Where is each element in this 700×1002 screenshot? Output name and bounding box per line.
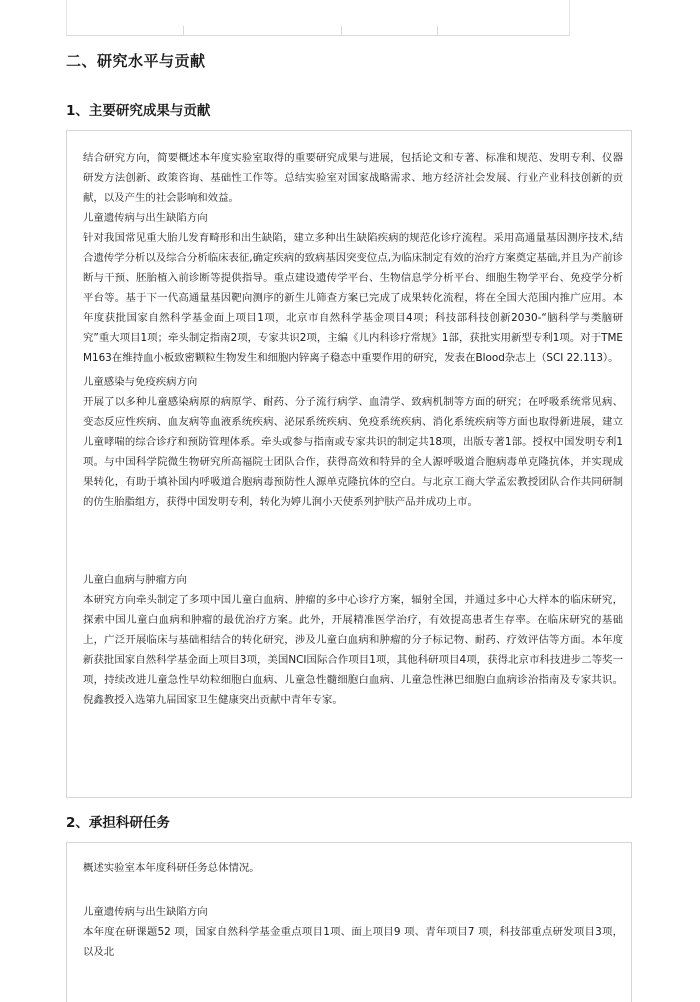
direction-text-genetic: 针对我国常见重大胎儿发育畸形和出生缺陷，建立多种出生缺陷疾病的规范化诊疗流程。采用高通量基因测序技术,结合遗传学分析以及综合分析临床表征,确定疾病的致病基因突变位点,为临床制定有效的治疗方案奠定基础,并且为产前诊断与干预、胚胎植入前诊断等提供指导。重点建设遗传学平台、生物信息学分析平台、细胞生物学平台、免疫学分析平台等。基于下一代高通量基因靶向测序的新生儿筛查方案已完成了成果转化流程，将在全国大范围内推广应用。本年度获批国家自然科学基金面上项目1项，北京市自然科学基金项目4项；科技部科技创新2030-“脑科学与类脑研究”重大项目1项；牵头制定指南2项，专家共识2项，主编《儿内科诊疗常规》1部，获批实用新型专利1项。对于TMEM163在维持血小板致密颗粒生物发生和细胞内锌离子稳态中重要作用的研究，发表在Blood杂志上（SCI 22.113）。 <box>83 232 623 364</box>
tasks-intro: 概述实验室本年度科研任务总体情况。 <box>83 862 260 874</box>
direction-text-leukemia: 本研究方向牵头制定了多项中国儿童白血病、肿瘤的多中心诊疗方案，辐射全国，并通过多中心大样本的临床研究，探索中国儿童白血病和肿瘤的最优治疗方案。此外，开展精准医学治疗，有效提高患者生存率。在临床研究的基础上，广泛开展临床与基础相结合的转化研究，涉及儿童白血病和肿瘤的分子标记物、耐药、疗效评估等方面。本年度新获批国家自然科学基金面上项目3项，美国NCI国际合作项目1项，其他科研项目4项，获得北京市科技进步二等奖一项，持续改进儿童急性早幼粒细胞白血病、儿童急性髓细胞白血病、儿童急性淋巴细胞白血病诊治指南及专家共识。倪鑫教授入选第九届国家卫生健康突出贡献中青年专家。 <box>83 594 623 706</box>
tasks-direction-title-genetic: 儿童遗传病与出生缺陷方向 <box>83 906 208 918</box>
table-divider <box>437 26 438 36</box>
achievements-intro: 结合研究方向，简要概述本年度实验室取得的重要研究成果与进展，包括论文和专著、标准和规范、发明专利、仪器研发方法创新、政策咨询、基础性工作等。总结实验室对国家战略需求、地方经济社会发展、行业产业科技创新的贡献，以及产生的社会影响和效益。 <box>83 152 623 204</box>
direction-title-infection: 儿童感染与免疫疾病方向 <box>83 376 198 388</box>
direction-title-leukemia: 儿童白血病与肿瘤方向 <box>83 574 187 586</box>
table-divider <box>183 26 184 36</box>
direction-text-infection: 开展了以多种儿童感染病原的病原学、耐药、分子流行病学、血清学、致病机制等方面的研究；在呼吸系统常见病、变态反应性疾病、血友病等血液系统疾病、泌尿系统疾病、免疫系统疾病、消化系统疾病等方面也取得新进展，建立儿童哮喘的综合诊疗和预防管理体系。牵头或参与指南或专家共识的制定共18项，出版专著1部。授权中国发明专利1项。与中国科学院微生物研究所高福院士团队合作，获得高效和特异的全人源呼吸道合胞病毒单克隆抗体，并实现成果转化，有助于填补国内呼吸道合胞病毒预防性人源单克隆抗体的空白。与北京工商大学孟宏教授团队合作共同研制的仿生胎脂组方，获得中国发明专利，转化为婷儿润小天使系列护肤产品并成功上市。 <box>83 396 623 508</box>
table-divider <box>341 26 342 36</box>
subsection-heading-achievements: 1、主要研究成果与贡献 <box>66 103 211 119</box>
subsection-heading-tasks: 2、承担科研任务 <box>66 815 170 831</box>
tasks-direction-text-genetic: 本年度在研课题52 项，国家自然科学基金重点项目1项、面上项目9 项、青年项目7 项，科技部重点研发项目3项， 以及北 <box>83 926 623 958</box>
section-heading: 二、研究水平与贡献 <box>66 52 206 70</box>
top-table-remnant <box>66 0 570 36</box>
direction-title-genetic: 儿童遗传病与出生缺陷方向 <box>83 212 208 224</box>
